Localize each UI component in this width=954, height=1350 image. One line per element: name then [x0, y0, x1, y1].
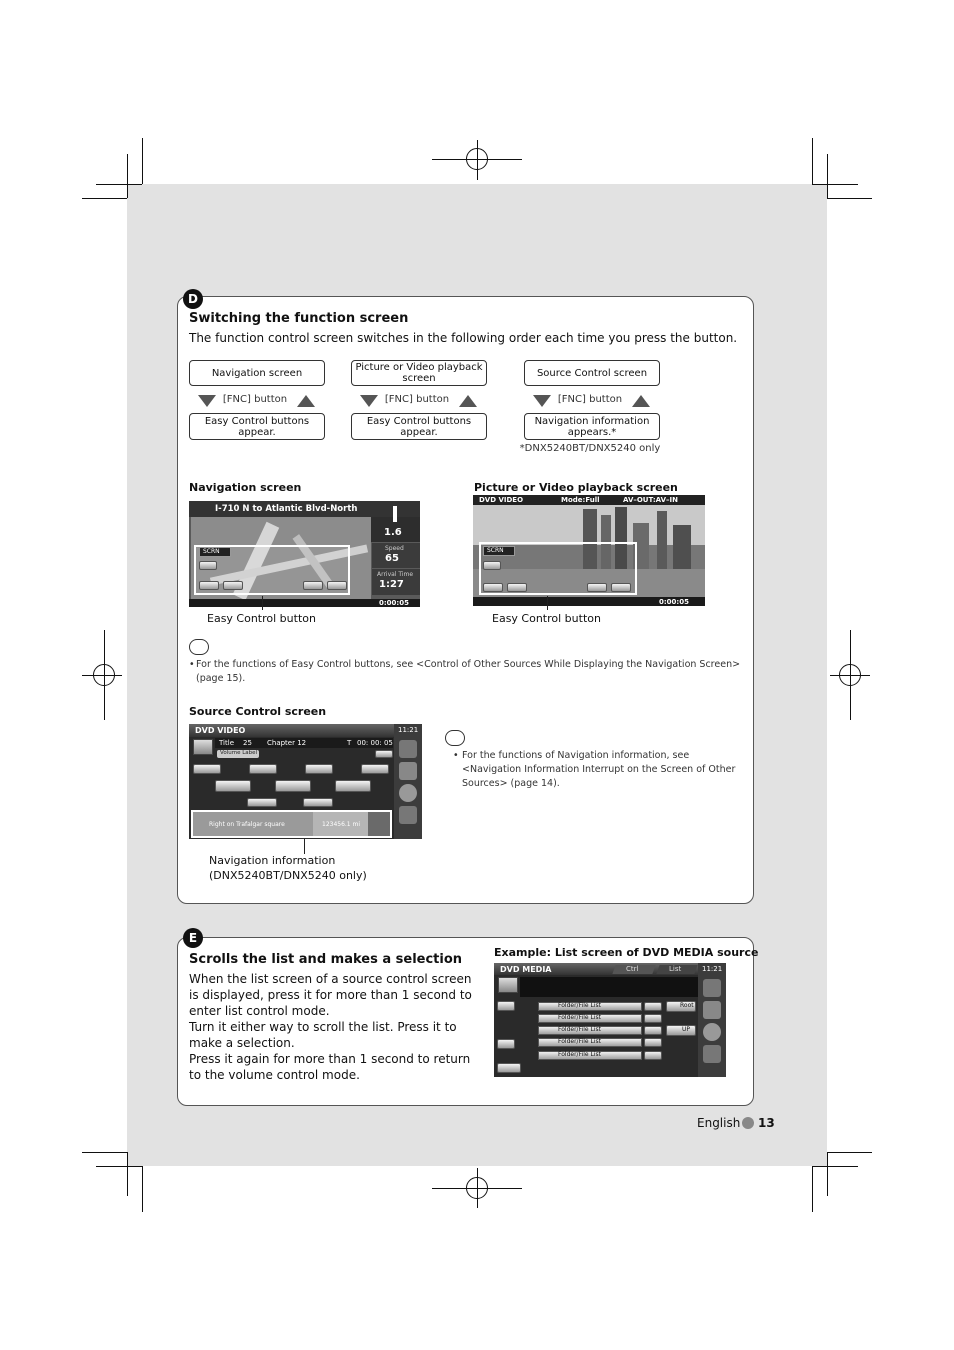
- settings-icon[interactable]: [703, 1045, 721, 1063]
- slow-reverse-button[interactable]: [247, 798, 277, 807]
- scroll-down-button[interactable]: [497, 1039, 515, 1049]
- crop-mark: [812, 184, 858, 185]
- prev-button[interactable]: [483, 583, 503, 592]
- menu-icon[interactable]: [399, 740, 417, 758]
- crop-mark: [827, 154, 828, 198]
- nav-screen-image: [189, 501, 420, 607]
- note-navigation-info: For the functions of Navigation information, see <Navigation Information Interrupt on the Screen of Other Sources> (page 14).: [462, 750, 736, 789]
- scroll-up-button[interactable]: [497, 1001, 515, 1011]
- nav-info-callout-line1: Navigation information: [209, 854, 336, 867]
- video-source-label: DVD VIDEO: [479, 496, 524, 504]
- flow-easy-control-box: Easy Control buttons appear.: [351, 413, 487, 440]
- arrow-down-icon: [360, 395, 378, 407]
- list-item-label: Folder/File List: [558, 1002, 601, 1009]
- stop-button[interactable]: [303, 581, 323, 590]
- crop-mark: [82, 198, 127, 199]
- nav-instruction: Right on Trafalgar square: [209, 821, 285, 828]
- video-easy-control-callout: Easy Control button: [492, 612, 601, 625]
- fast-forward-button[interactable]: [305, 764, 333, 774]
- crop-mark: [827, 198, 872, 199]
- video-screen-image: [473, 495, 705, 606]
- nav-street-name: I-710 N to Atlantic Blvd-North: [215, 504, 358, 514]
- stop-button[interactable]: [587, 583, 607, 592]
- list-example-heading: Example: List screen of DVD MEDIA source: [494, 946, 759, 959]
- volume-label: Volume Label: [220, 750, 258, 756]
- footer-dot-icon: [742, 1117, 754, 1129]
- note-icon: [445, 730, 465, 746]
- menu-icon[interactable]: [703, 979, 721, 997]
- scrn-button[interactable]: SCRN: [487, 547, 504, 554]
- up-button[interactable]: [666, 1025, 696, 1036]
- scroll-button[interactable]: [375, 750, 393, 758]
- flow-navigation-screen-box: Navigation screen: [189, 360, 325, 386]
- play-pause-button[interactable]: [275, 780, 311, 792]
- section-e-body-1: When the list screen of a source control screen is displayed, press it for more than 1 second to enter list control mode.: [189, 972, 472, 1018]
- next-button[interactable]: [507, 583, 527, 592]
- scroll-text-button[interactable]: [644, 1051, 662, 1060]
- source-clock: 11:21: [398, 726, 419, 734]
- disc-icon[interactable]: [703, 1023, 721, 1041]
- crop-mark: [812, 1166, 858, 1167]
- eject-button[interactable]: [193, 764, 221, 774]
- section-d-badge: D: [183, 289, 203, 309]
- list-item-label: Folder/File List: [558, 1026, 601, 1033]
- play-pause-button[interactable]: [611, 583, 631, 592]
- list-item-label: Folder/File List: [558, 1014, 601, 1021]
- crop-mark: [812, 1166, 813, 1212]
- nav-arrival-time: 1:27: [379, 579, 404, 590]
- video-mode-label: Mode:Full: [561, 496, 600, 504]
- section-e-title: Scrolls the list and makes a selection: [189, 952, 463, 967]
- fnc-button-label: [FNC] button: [557, 394, 623, 405]
- arrow-up-icon: [297, 395, 315, 407]
- crop-mark: [827, 1152, 828, 1196]
- source-icon[interactable]: [498, 977, 518, 993]
- section-d-intro: The function control screen switches in the following order each time you press the button.: [189, 331, 738, 345]
- crop-mark: [127, 1152, 128, 1196]
- list-screen-image: [494, 963, 726, 1077]
- callout-line: [304, 838, 305, 854]
- fnc-button-label: [FNC] button: [222, 394, 288, 405]
- fnc-button-label: [FNC] button: [384, 394, 450, 405]
- crop-mark: [142, 138, 143, 184]
- source-control-screen-image: [189, 724, 422, 839]
- previous-chapter-button[interactable]: [215, 780, 251, 792]
- callout-line: [547, 596, 548, 610]
- page-number: 13: [758, 1116, 775, 1130]
- section-e-body-2: Turn it either way to scroll the list. Press it to make a selection.: [189, 1020, 457, 1050]
- crop-mark: [96, 1166, 142, 1167]
- arrow-down-icon: [198, 395, 216, 407]
- arrow-up-icon: [459, 395, 477, 407]
- section-e-body-3: Press it again for more than 1 second to return to the volume control mode.: [189, 1052, 471, 1082]
- crop-mark: [127, 154, 128, 198]
- disc-icon[interactable]: [399, 784, 417, 802]
- flow-easy-control-box: Easy Control buttons appear.: [189, 413, 325, 440]
- nav-info-callout-line2: (DNX5240BT/DNX5240 only): [209, 869, 367, 882]
- bullet: •: [189, 659, 195, 670]
- video-elapsed-time: 0:00:05: [659, 598, 689, 606]
- nav-easy-control-callout: Easy Control button: [207, 612, 316, 625]
- title-label: Title: [219, 739, 235, 747]
- music-icon[interactable]: [399, 762, 417, 780]
- pause-button[interactable]: [497, 1063, 521, 1073]
- bullet: •: [453, 750, 459, 761]
- nav-screen-heading: Navigation screen: [189, 481, 302, 494]
- source-icon[interactable]: [193, 739, 213, 755]
- section-e-badge: E: [183, 928, 203, 948]
- chapter-label: Chapter 12: [267, 739, 307, 747]
- registration-mark: [93, 664, 115, 686]
- up-button-label: UP: [682, 1026, 691, 1033]
- scroll-text-button[interactable]: [644, 1038, 662, 1047]
- section-d-title: Switching the function screen: [189, 311, 409, 326]
- tab-list[interactable]: List: [669, 965, 682, 973]
- registration-mark: [839, 664, 861, 686]
- arrow-up-icon: [632, 395, 650, 407]
- nav-distance: 1.6: [384, 527, 402, 538]
- elapsed-time: 00: 00: 05: [357, 739, 393, 747]
- arrow-down-icon: [533, 395, 551, 407]
- crop-mark: [82, 1152, 127, 1153]
- flow-nav-info-box: Navigation information appears.*: [524, 413, 660, 440]
- pause-button[interactable]: [199, 561, 217, 570]
- flow-source-control-box: Source Control screen: [524, 360, 660, 386]
- video-screen-heading: Picture or Video playback screen: [474, 481, 678, 494]
- list-source-label: DVD MEDIA: [500, 965, 552, 974]
- model-footnote: *DNX5240BT/DNX5240 only: [519, 443, 661, 454]
- crop-mark: [827, 1152, 872, 1153]
- tab-ctrl[interactable]: Ctrl: [626, 965, 639, 973]
- title-number: 25: [243, 739, 252, 747]
- list-item-label: Folder/File List: [558, 1038, 601, 1045]
- footer-language: English: [697, 1116, 741, 1130]
- registration-mark: [466, 148, 488, 170]
- turn-arrow-icon: [368, 812, 390, 836]
- settings-icon[interactable]: [399, 806, 417, 824]
- scrn-button[interactable]: SCRN: [203, 548, 220, 555]
- crop-mark: [142, 1166, 143, 1212]
- scroll-text-button[interactable]: [644, 1026, 662, 1035]
- nav-arrival-label: Arrival Time: [377, 571, 414, 578]
- slow-forward-button[interactable]: [303, 798, 333, 807]
- source-screen-heading: Source Control screen: [189, 705, 327, 718]
- nav-speed: 65: [385, 553, 399, 564]
- next-button[interactable]: [223, 581, 243, 590]
- rewind-button[interactable]: [249, 764, 277, 774]
- flow-playback-screen-box: Picture or Video playback screen: [351, 360, 487, 386]
- source-label: DVD VIDEO: [195, 726, 246, 735]
- note-icon: [189, 639, 209, 655]
- callout-line: [262, 596, 263, 610]
- root-button-label: Root: [680, 1002, 694, 1009]
- scroll-text-button[interactable]: [644, 1014, 662, 1023]
- play-pause-button[interactable]: [327, 581, 347, 590]
- scroll-text-button[interactable]: [644, 1002, 662, 1011]
- list-clock: 11:21: [702, 965, 723, 973]
- video-av-label: AV–OUT:AV–IN: [623, 496, 679, 504]
- crop-mark: [96, 184, 142, 185]
- stop-button[interactable]: [361, 764, 389, 774]
- next-chapter-button[interactable]: [335, 780, 371, 792]
- nav-elapsed-time: 0:00:05: [379, 599, 409, 607]
- time-label: T: [347, 739, 352, 747]
- pause-button[interactable]: [483, 561, 501, 570]
- music-icon[interactable]: [703, 1001, 721, 1019]
- nav-distance-text: 123456.1 mi: [322, 821, 361, 828]
- crop-mark: [812, 138, 813, 184]
- list-item-label: Folder/File List: [558, 1051, 601, 1058]
- prev-button[interactable]: [199, 581, 219, 590]
- nav-speed-label: Speed: [385, 545, 404, 552]
- note-easy-control: For the functions of Easy Control buttons, see <Control of Other Sources While Displaying the Navigation Screen> (page 15).: [196, 659, 741, 684]
- registration-mark: [466, 1177, 488, 1199]
